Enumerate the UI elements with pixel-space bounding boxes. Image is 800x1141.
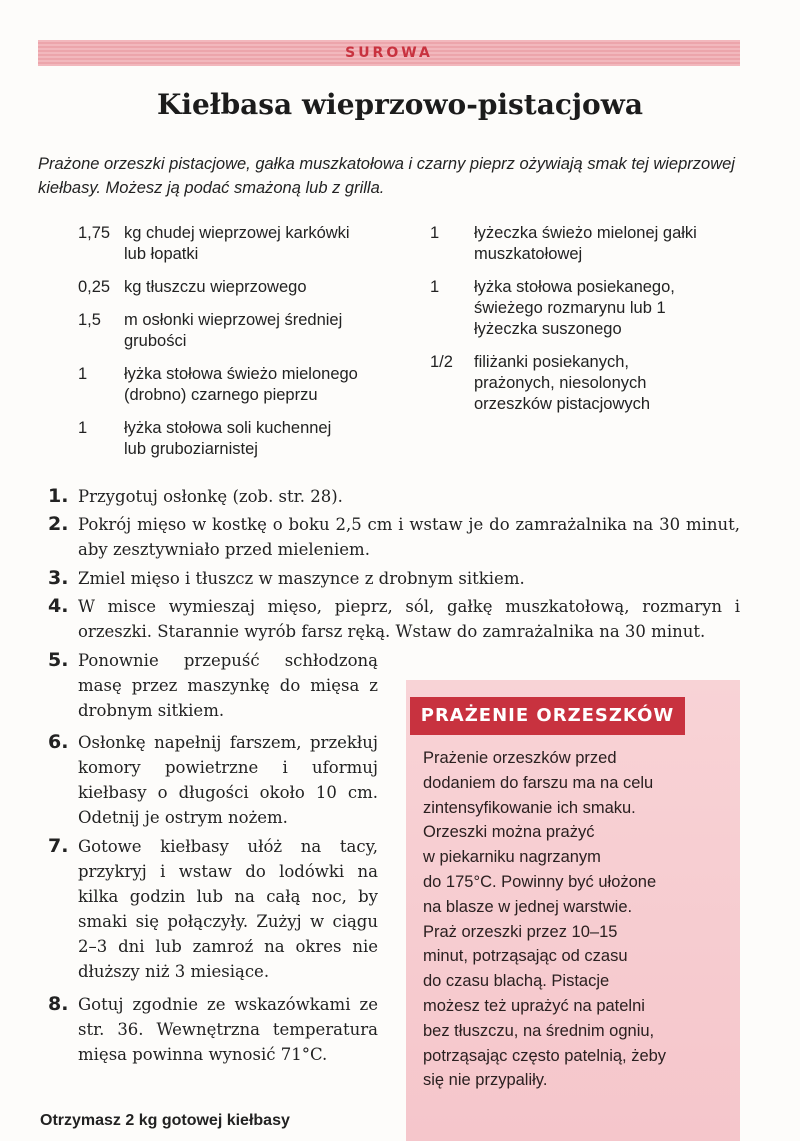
step-number: 7. (48, 835, 69, 857)
ingredient-qty: 1 (78, 419, 88, 437)
ingredient-qty: 0,25 (78, 278, 111, 296)
tip-line: możesz też uprażyć na patelni (423, 996, 645, 1015)
ingredient-qty: 1/2 (430, 353, 453, 371)
step-number: 8. (48, 993, 69, 1015)
ingredient-qty: 1,75 (78, 224, 111, 242)
ingredient-qty: 1 (78, 365, 88, 383)
tip-line: minut, potrząsając od czasu (423, 947, 628, 966)
tip-line: w piekarniku nagrzanym (423, 848, 601, 867)
tip-line: dodaniem do farszu ma na celu (423, 773, 654, 792)
tip-box-title: PRAŻENIE ORZESZKÓW (410, 697, 685, 735)
step-text: Gotuj zgodnie ze wskazówkami ze str. 36. Wewnętrzna temperatura mięsa powinna wynosić 71°C. (78, 995, 378, 1064)
tip-line: do czasu blachą. Pistacje (423, 972, 610, 991)
tip-line: zintensyfikowanie ich smaku. (423, 798, 636, 817)
tip-box-text (423, 746, 723, 1093)
step-text: Osłonkę napełnij farszem, przekłuj komory powietrzne i uformuj kiełbasy o długości około 10 cm. Odetnij je ostrym nożem. (78, 733, 378, 827)
section-label: SUROWA (345, 45, 433, 61)
step-number: 3. (48, 567, 69, 589)
section-banner (38, 40, 740, 66)
ingredient-text: łyżka stołowa posiekanego, świeżego rozmarynu lub 1 łyżeczka suszonego (474, 278, 675, 338)
recipe-yield: Otrzymasz 2 kg gotowej kiełbasy (40, 1112, 290, 1129)
tip-line: na blasze w jednej warstwie. (423, 897, 633, 916)
recipe-intro: Prażone orzeszki pistacjowe, gałka muszkatołowa i czarny pieprz ożywiają smak tej wieprzowej kiełbasy. Możesz ją podać smażoną lub z grilla. (38, 155, 735, 197)
ingredient-text: m osłonki wieprzowej średniej grubości (124, 311, 343, 350)
ingredient-text: filiżanki posiekanych, prażonych, niesolonych orzeszków pistacjowych (474, 353, 651, 413)
tip-line: się nie przypaliły. (423, 1071, 548, 1090)
recipe-title: Kiełbasa wieprzowo-pistacjowa (157, 88, 643, 121)
step-number: 1. (48, 485, 69, 507)
step-text: Zmiel mięso i tłuszcz w maszynce z drobnym sitkiem. (78, 569, 525, 588)
tip-line: potrząsając często patelnią, żeby (423, 1046, 667, 1065)
ingredient-text: kg tłuszczu wieprzowego (124, 278, 307, 296)
ingredient-qty: 1,5 (78, 311, 101, 329)
tip-line: bez tłuszczu, na średnim ogniu, (423, 1021, 655, 1040)
step-number: 6. (48, 731, 69, 753)
ingredient-qty: 1 (430, 278, 440, 296)
step-text: Gotowe kiełbasy ułóż na tacy, przykryj i wstaw do lodówki na kilka godzin lub na całą noc, by smaki się połączyły. Zużyj w ciągu 2–3 dni lub zamroź na okres nie dłuższy niż 3 miesiące. (78, 837, 378, 981)
step-text: Ponownie przepuść schłodzoną masę przez maszynkę do mięsa z drobnym sitkiem. (78, 651, 378, 720)
ingredient-text: łyżka stołowa soli kuchennej lub gruboziarnistej (124, 419, 332, 458)
tip-line: Orzeszki można prażyć (423, 823, 595, 842)
tip-line: Praż orzeszki przez 10–15 (423, 922, 618, 941)
ingredient-qty: 1 (430, 224, 440, 242)
step-number: 4. (48, 595, 69, 617)
step-number: 5. (48, 649, 69, 671)
step-text: W misce wymieszaj mięso, pieprz, sól, gałkę muszkatołową, rozmaryn i orzeszki. Starannie wyrób farsz ręką. Wstaw do zamrażalnika na 30 minut. (78, 597, 740, 641)
tip-line: Prażenie orzeszków przed (423, 749, 617, 767)
ingredient-text: łyżka stołowa świeżo mielonego (drobno) czarnego pieprzu (124, 365, 358, 404)
step-text: Przygotuj osłonkę (zob. str. 28). (78, 487, 343, 506)
step-number: 2. (48, 513, 69, 535)
step-text: Pokrój mięso w kostkę o boku 2,5 cm i wstaw je do zamrażalnika na 30 minut, aby zesztywniało przed mieleniem. (78, 515, 740, 559)
ingredient-text: łyżeczka świeżo mielonej gałki muszkatołowej (474, 224, 697, 263)
tip-line: do 175°C. Powinny być ułożone (423, 872, 657, 891)
ingredient-text: kg chudej wieprzowej karkówki lub łopatki (124, 224, 350, 263)
